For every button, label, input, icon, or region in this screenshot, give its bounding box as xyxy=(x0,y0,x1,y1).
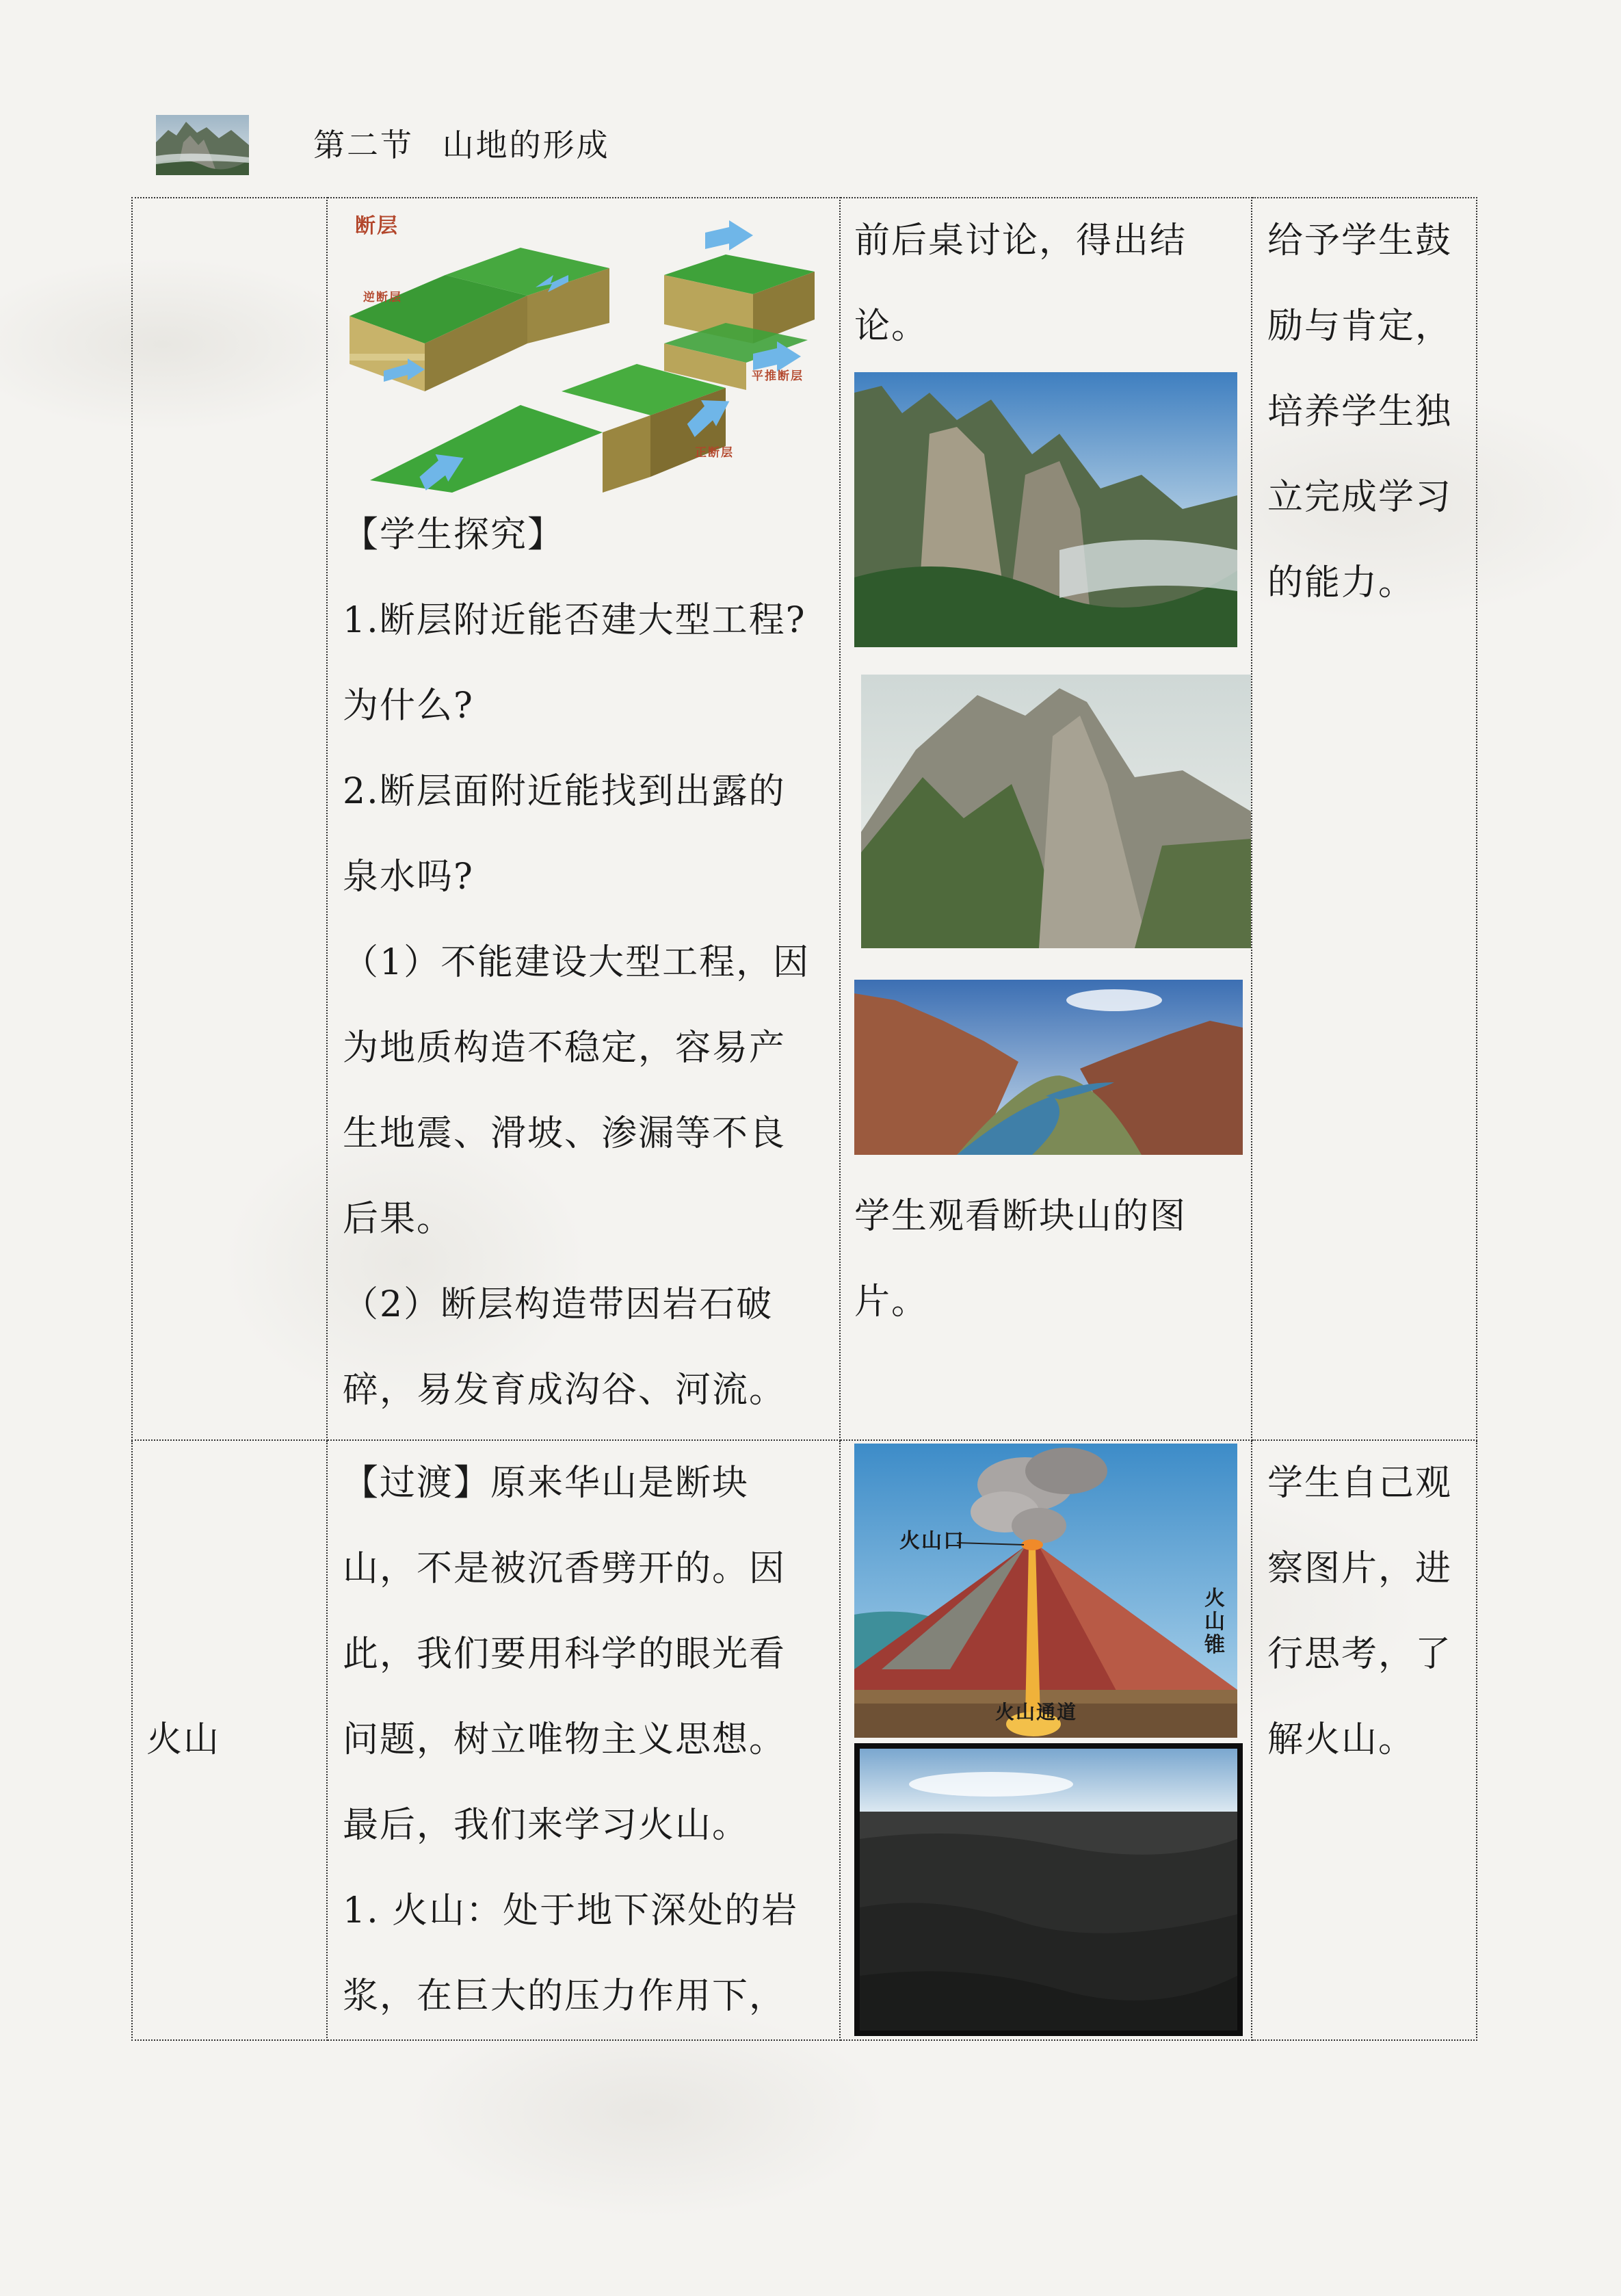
volcano-content-line-2: 山，不是被沉香劈开的。因 xyxy=(343,1548,787,1589)
observe-line-2: 片。 xyxy=(854,1281,929,1322)
design-intent-line-3: 培养学生独 xyxy=(1267,391,1453,432)
answer-2-line-2: 碎，易发育成沟谷、河流。 xyxy=(343,1370,787,1411)
strike-slip-fault-block xyxy=(664,220,815,390)
fault-types-diagram xyxy=(343,207,821,493)
answer-1-line-2: 为地质构造不稳定，容易产 xyxy=(343,1028,787,1069)
question-2-line-2: 泉水吗? xyxy=(343,857,474,898)
design-intent-line-5: 的能力。 xyxy=(1267,562,1416,603)
volcano-activity-line-4: 解火山。 xyxy=(1267,1719,1416,1760)
label-strike-slip-fault: 平推断层 xyxy=(752,369,804,383)
canyon-river-photo xyxy=(854,980,1243,1155)
teaching-content-cell-volcano xyxy=(327,1440,840,2040)
question-1-line-2: 为什么? xyxy=(343,686,474,727)
activity-line-1: 前后桌讨论，得出结 xyxy=(854,220,1187,261)
label-cone-3: 锥 xyxy=(1204,1633,1226,1657)
label-conduit: 火山通道 xyxy=(995,1701,1078,1723)
reverse-fault-block xyxy=(350,248,609,391)
student-activity-cell xyxy=(840,198,1252,1440)
fault-diagram-title: 断层 xyxy=(355,214,399,238)
activity-line-2: 论。 xyxy=(854,306,929,347)
label-reverse-fault: 逆断层 xyxy=(363,291,402,304)
design-intent-cell-volcano xyxy=(1252,1440,1477,2040)
header-title: 第二节 山地的形成 xyxy=(313,127,610,164)
volcano-content-line-5: 最后，我们来学习火山。 xyxy=(343,1805,750,1846)
table-row-volcano xyxy=(132,1440,1477,2040)
header-mountain-thumbnail xyxy=(156,115,249,175)
fault-block-mountain-photo-1 xyxy=(854,372,1237,647)
question-1-line-1: 1.断层附近能否建大型工程? xyxy=(343,600,806,641)
topic-volcano: 火山 xyxy=(146,1719,221,1760)
volcano-content-line-4: 问题，树立唯物主义思想。 xyxy=(343,1719,787,1760)
design-intent-line-1: 给予学生鼓 xyxy=(1267,220,1453,261)
topic-cell-volcano xyxy=(132,1440,327,2040)
volcano-content-line-1: 【过渡】原来华山是断块 xyxy=(343,1463,750,1504)
topic-cell-empty xyxy=(132,198,327,1440)
label-cone-1: 火 xyxy=(1204,1587,1226,1610)
design-intent-cell xyxy=(1252,198,1477,1440)
answer-1-line-4: 后果。 xyxy=(343,1199,454,1240)
answer-1-line-3: 生地震、滑坡、渗漏等不良 xyxy=(343,1113,787,1154)
fault-block-mountain-photo-2 xyxy=(861,675,1251,948)
volcano-content-line-6: 1. 火山：处于地下深处的岩 xyxy=(343,1890,799,1931)
answer-2-line-1: （2）断层构造带因岩石破 xyxy=(343,1284,774,1325)
volcano-content-line-3: 此，我们要用科学的眼光看 xyxy=(343,1634,787,1675)
student-activity-cell-volcano xyxy=(840,1440,1252,2040)
label-cone-2: 山 xyxy=(1204,1610,1226,1634)
table-row-fault xyxy=(132,198,1477,1440)
volcano-activity-line-3: 行思考，了 xyxy=(1267,1634,1453,1675)
volcano-content-line-7: 浆，在巨大的压力作用下， xyxy=(343,1976,787,2017)
inquiry-heading: 【学生探究】 xyxy=(343,514,565,556)
label-normal-fault: 正断层 xyxy=(695,446,734,460)
teaching-content-cell xyxy=(327,198,840,1440)
lesson-table xyxy=(131,197,1477,2041)
design-intent-line-4: 立完成学习 xyxy=(1267,477,1453,518)
volcano-activity-line-1: 学生自己观 xyxy=(1267,1463,1453,1504)
lava-field-photo xyxy=(854,1743,1243,2036)
answer-1-line-1: （1）不能建设大型工程，因 xyxy=(343,942,810,983)
design-intent-line-2: 励与肯定， xyxy=(1267,306,1453,347)
observe-line-1: 学生观看断块山的图 xyxy=(854,1196,1187,1237)
volcano-structure-diagram xyxy=(854,1444,1237,1738)
label-crater: 火山口 xyxy=(899,1529,965,1553)
question-2-line-1: 2.断层面附近能找到出露的 xyxy=(343,771,786,812)
volcano-activity-line-2: 察图片，进 xyxy=(1267,1548,1453,1589)
